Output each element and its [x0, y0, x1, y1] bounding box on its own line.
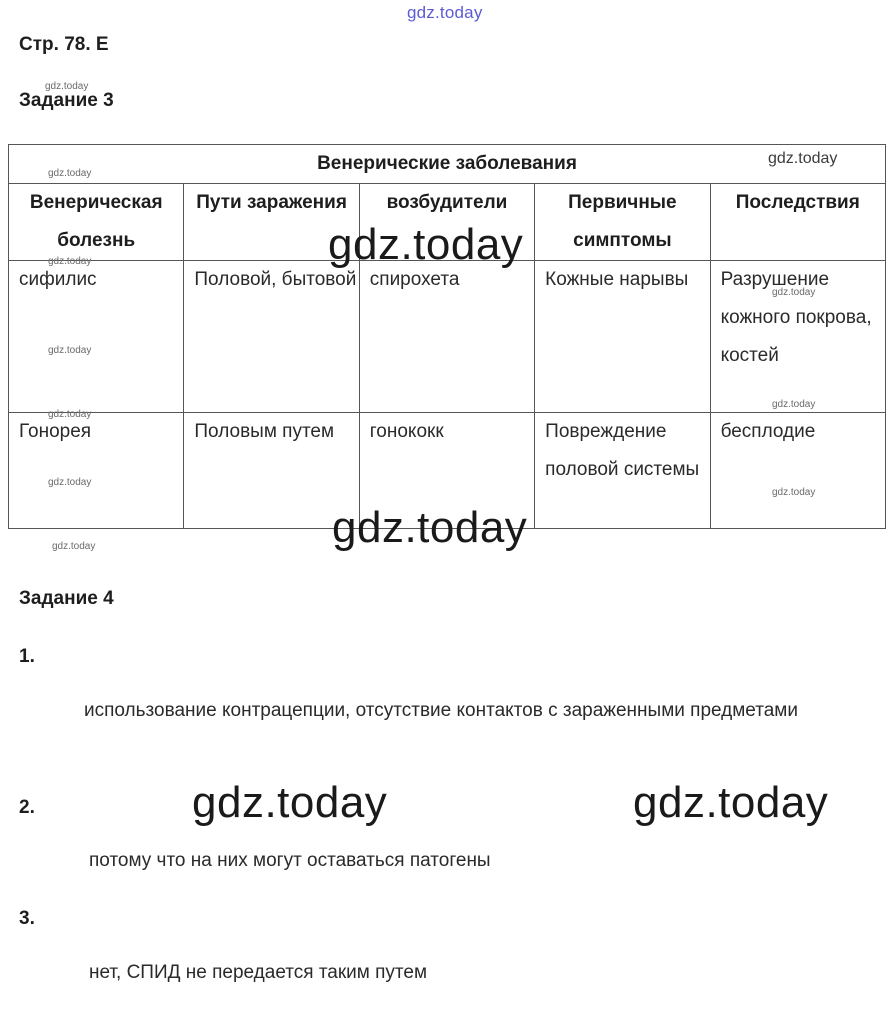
- watermark: gdz.today: [328, 220, 524, 269]
- answer-text: нет, СПИД не передается таким путем: [89, 962, 428, 983]
- page-reference: Стр. 78. Е: [19, 34, 109, 55]
- column-header: Первичные симптомы: [535, 184, 710, 261]
- table-cell: Гонорея: [9, 413, 184, 529]
- answer-text: потому что на них могут оставаться патогены: [89, 850, 491, 871]
- watermark: gdz.today: [48, 168, 92, 179]
- column-header: Последствия: [710, 184, 885, 261]
- table-cell: бесплодие: [710, 413, 885, 529]
- watermark: gdz.today: [772, 487, 816, 498]
- table-cell: гонококк: [359, 413, 534, 529]
- table-title: Венерические заболевания: [9, 145, 886, 184]
- watermark: gdz.today: [48, 409, 92, 420]
- item-number: 2.: [19, 797, 35, 818]
- watermark: gdz.today: [48, 256, 92, 267]
- column-header: Венерическая болезнь: [9, 184, 184, 261]
- table-cell: спирохета: [359, 261, 534, 413]
- watermark: gdz.today: [768, 150, 838, 167]
- column-header: Пути заражения: [184, 184, 359, 261]
- watermark: gdz.today: [772, 287, 816, 298]
- item-number: 1.: [19, 646, 35, 667]
- watermark: gdz.today: [48, 345, 92, 356]
- table-cell: Половым путем: [184, 413, 359, 529]
- watermark: gdz.today: [52, 541, 96, 552]
- answer-text: использование контрацепции, отсутствие контактов с зараженными предметами: [84, 700, 798, 721]
- watermark-top: gdz.today: [407, 3, 483, 22]
- table-cell: Повреждение половой системы: [535, 413, 710, 529]
- column-header: возбудители: [359, 184, 534, 261]
- table-cell: Кожные нарывы: [535, 261, 710, 413]
- diseases-table: [8, 144, 886, 529]
- table-cell: Половой, бытовой: [184, 261, 359, 413]
- item-number: 3.: [19, 908, 35, 929]
- table-cell: сифилис: [9, 261, 184, 413]
- watermark: gdz.today: [332, 503, 528, 552]
- task3-heading: Задание 3: [19, 90, 114, 111]
- watermark: gdz.today: [45, 81, 89, 92]
- table-cell: Разрушение кожного покрова, костей: [710, 261, 885, 413]
- watermark: gdz.today: [48, 477, 92, 488]
- watermark: gdz.today: [772, 399, 816, 410]
- watermark: gdz.today: [633, 778, 829, 827]
- table-row: [9, 261, 886, 413]
- watermark: gdz.today: [192, 778, 388, 827]
- task4-heading: Задание 4: [19, 588, 114, 609]
